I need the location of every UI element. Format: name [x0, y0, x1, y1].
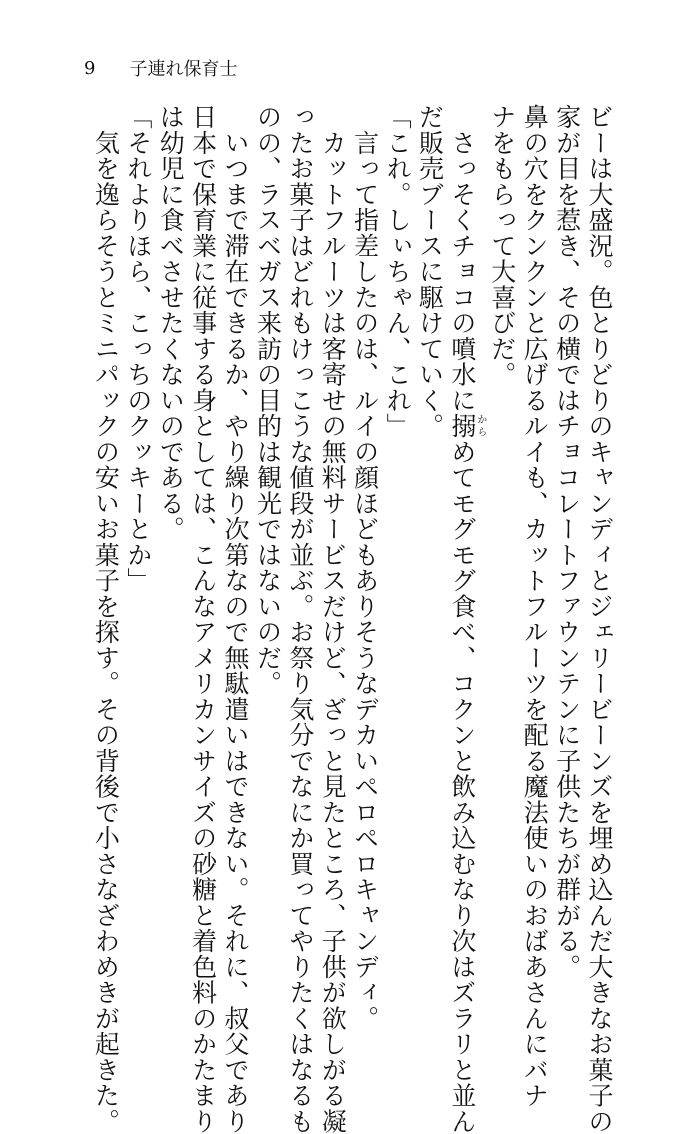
text-line: 家が目を惹き、その横ではチョコレートファウンテンに子供たちが群がる。: [552, 104, 582, 980]
page-number: 9: [84, 57, 96, 79]
text-line: 言って指差したのは、ルイの顔ほどもありそうなデカいペロペロキャンディ。: [350, 104, 380, 1031]
text-line: ナをもらって大喜びだ。: [487, 104, 517, 388]
text-line: いつまで滞在できるか、やり繰り次第なので無駄遣いはできない。それに、叔父であり: [221, 104, 251, 1134]
text-line: 「これ。しぃちゃん、これ」: [383, 104, 413, 439]
text-line: だ販売ブースに駆けていく。: [415, 104, 445, 439]
text-line: カットフルーツは客寄せの無料サービスだけど、ざっと見たところ、子供が欲しがる凝: [318, 104, 348, 1134]
text-line: のの、ラスベガス来訪の目的は観光ではないのだ。: [253, 104, 283, 697]
text-line: ったお菓子はどれもけっこうな値段が並ぶ。お祭り気分でなにか買ってやりたくはなるも: [285, 104, 315, 1134]
ruby-reading: から: [474, 413, 486, 439]
text-line: 「それよりほら、こっちのクッキーとか」: [123, 104, 153, 594]
text-segment: めてモグモグ食べ、コクンと飲み込むなり次はズラリと並ん: [447, 438, 477, 1134]
page-header: [84, 55, 237, 81]
text-segment: さっそくチョコの噴水に: [447, 104, 477, 413]
text-line: 日本で保育業に従事する身としては、こんなアメリカンサイズの砂糖と着色料のかたまり: [188, 104, 218, 1134]
ruby-annotation: [447, 413, 486, 439]
text-line: は幼児に食べさせたくないのである。: [156, 104, 186, 542]
body-text: [89, 104, 615, 1134]
text-line-with-ruby: [445, 104, 486, 1134]
text-line: 鼻の穴をクンクンと広げるルイも、カットフルーツを配る魔法使いのおばあさんにバナ: [520, 104, 550, 1109]
text-line: 気を逸らそうとミニパックの安いお菓子を探す。その背後で小さなざわめきが起きた。: [91, 104, 121, 1134]
running-title: 子連れ保育士: [129, 59, 238, 80]
ruby-base: 搦: [447, 413, 477, 439]
text-line: ビーは大盛況。色とりどりのキャンディとジェリービーンズを埋め込んだ大きなお菓子の: [585, 104, 614, 1134]
